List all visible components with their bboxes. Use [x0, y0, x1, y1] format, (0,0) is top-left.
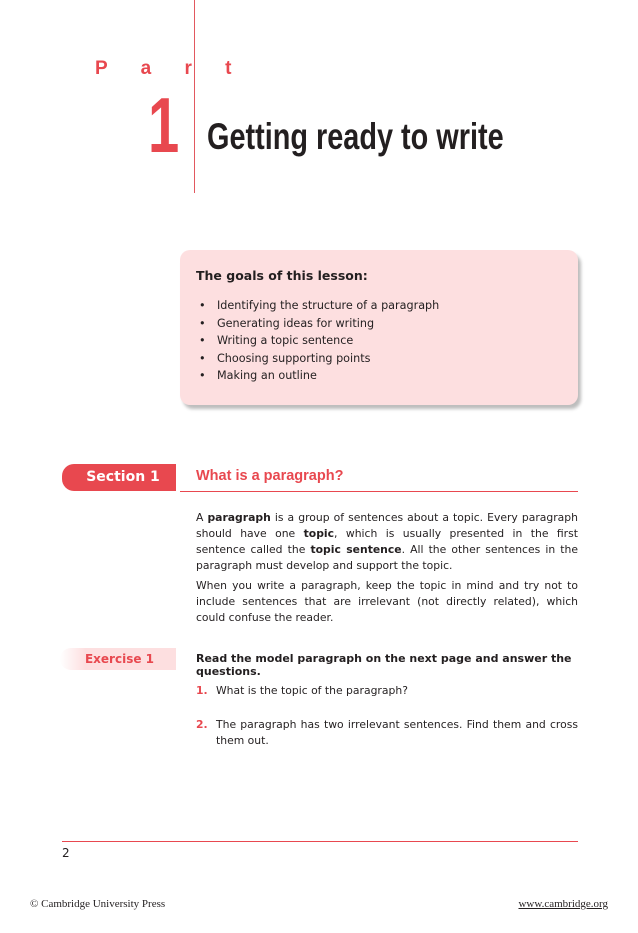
paragraph-advice: When you write a paragraph, keep the topic in mind and try not to include sentences that are irrelevant (not directly related), which could confuse the reader. [196, 579, 578, 624]
question-item [196, 717, 578, 749]
goals-heading: The goals of this lesson: [196, 268, 368, 283]
goal-item [199, 332, 439, 350]
term-topic-sentence: topic sentence [310, 543, 402, 556]
goal-text: Choosing supporting points [217, 351, 371, 365]
section-tab: Section 1 [62, 464, 176, 491]
question-item [196, 683, 578, 699]
bullet-icon: • [199, 316, 206, 330]
term-paragraph: paragraph [207, 511, 271, 524]
page-title: Getting ready to write [207, 116, 504, 157]
question-text: What is the topic of the paragraph? [216, 684, 408, 697]
website-link[interactable]: www.cambridge.org [518, 898, 608, 910]
goal-text: Writing a topic sentence [217, 334, 354, 347]
bullet-icon: • [199, 369, 206, 382]
exercise-instruction: Read the model paragraph on the next page and answer the questions. [196, 652, 572, 678]
goal-text: Making an outline [217, 369, 317, 382]
paragraph-definition: A paragraph is a group of sentences about a topic. Every paragraph should have one topic, which is usually presented in the first sentence called the topic sentence. All the other sentences in the paragraph must develop and support the topic. [196, 511, 578, 572]
goal-item [199, 350, 439, 368]
question-number: 1. [196, 684, 208, 697]
copyright-notice: © Cambridge University Press [30, 898, 166, 910]
page-number: 2 [62, 846, 70, 860]
section-title: What is a paragraph? [196, 468, 344, 484]
goals-list [199, 297, 439, 385]
goal-item [199, 315, 439, 333]
goal-item [199, 297, 439, 315]
bullet-icon: • [199, 334, 206, 347]
bullet-icon: • [199, 299, 206, 312]
part-label: P a r t [95, 58, 246, 79]
question-number: 2. [196, 718, 208, 731]
part-divider-line [194, 0, 195, 193]
exercise-tab: Exercise 1 [60, 648, 176, 670]
footer-divider [62, 841, 578, 842]
section-divider [180, 491, 578, 492]
goal-text: Identifying the structure of a paragraph [217, 299, 440, 312]
goal-item [199, 367, 439, 385]
part-number: 1 [148, 81, 180, 169]
goal-text: Generating ideas for writing [217, 316, 375, 330]
bullet-icon: • [199, 351, 206, 365]
question-text: The paragraph has two irrelevant sentences. Find them and cross them out. [216, 718, 578, 747]
term-topic: topic [303, 527, 335, 540]
